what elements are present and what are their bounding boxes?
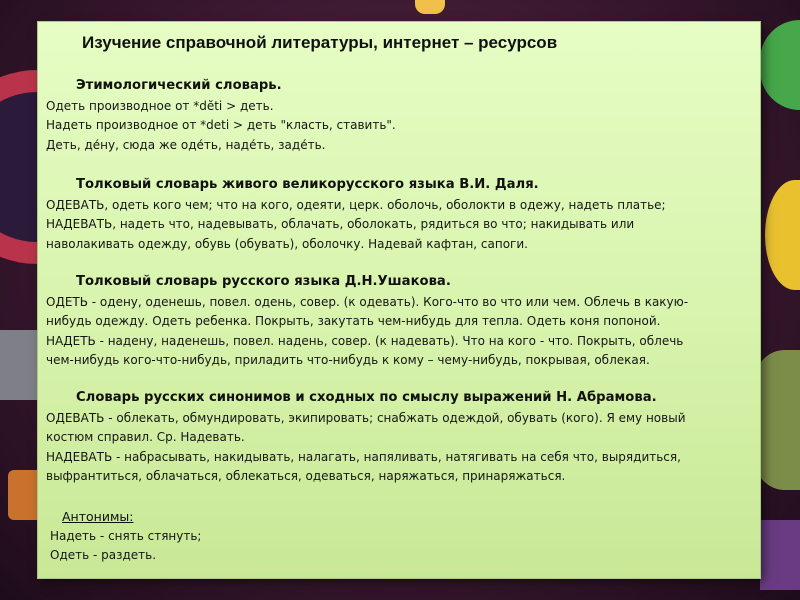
background-decoration-shape bbox=[760, 20, 800, 110]
section-antonyms bbox=[50, 507, 201, 566]
section-line: ОДЕВАТЬ, одеть кого чем; что на кого, одеяти, церк. оболочь, оболокти в одежу, надеть платье; bbox=[46, 198, 666, 212]
section-heading: Толковый словарь русского языка Д.Н.Ушакова. bbox=[76, 274, 451, 289]
antonyms-heading: Антонимы: bbox=[62, 509, 134, 524]
section-dal bbox=[46, 174, 666, 254]
section-line: чем-нибудь кого-что-нибудь, приладить что-нибудь к кому – чему-нибудь, покрывая, облекая. bbox=[46, 353, 650, 368]
section-line: выфрантиться, облачаться, облекаться, одеваться, наряжаться, принаряжаться. bbox=[46, 469, 566, 484]
section-line: Надеть производное от *deti > деть "класть, ставить". bbox=[46, 118, 396, 133]
section-line: НАДЕТЬ - надену, наденешь, повел. надень, совер. (к надевать). Что на кого - что. Покрыть, облечь bbox=[46, 333, 684, 348]
section-ushakov bbox=[46, 271, 688, 371]
section-line: Деть, де́ну, сюда же оде́ть, наде́ть, заде́ть. bbox=[46, 137, 326, 152]
section-line: наволакивать одежду, обувь (обувать), оболочку. Надевай кафтан, сапоги. bbox=[46, 236, 528, 251]
background-decoration-dot bbox=[415, 0, 445, 14]
background-decoration-shape bbox=[760, 520, 800, 590]
section-line: костюм справил. Ср. Надевать. bbox=[46, 430, 245, 445]
section-line: НАДЕВАТЬ, надеть что, надевывать, облачать, оболокать, рядиться во что; накидывать или bbox=[46, 217, 635, 232]
section-heading: Словарь русских синонимов и сходных по смыслу выражений Н. Абрамова. bbox=[76, 390, 657, 405]
section-line: нибудь одежду. Одеть ребенка. Покрыть, закутать чем-нибудь для тепла. Одеть коня попоной. bbox=[46, 314, 661, 329]
section-heading: Толковый словарь живого великорусского языка В.И. Даля. bbox=[76, 177, 539, 192]
section-line: НАДЕВАТЬ - набрасывать, накидывать, налагать, напяливать, натягивать на себя что, вырядиться, bbox=[46, 449, 681, 464]
slide-panel bbox=[38, 22, 760, 578]
section-line: Одеть производное от *dĕti > деть. bbox=[46, 99, 274, 113]
background-decoration-shape bbox=[765, 180, 800, 290]
background-decoration-figure bbox=[755, 350, 800, 490]
slide-title: Изучение справочной литературы, интернет – ресурсов bbox=[82, 33, 558, 52]
antonym-line: Надеть - снять стянуть; bbox=[50, 529, 202, 543]
section-line: ОДЕВАТЬ - облекать, обмундировать, экипировать; снабжать одеждой, обувать (кого). Я ему новый bbox=[46, 411, 686, 425]
section-line: ОДЕТЬ - одену, оденешь, повел. одень, совер. (к одевать). Кого-что во что или чем. Облечь в какую- bbox=[46, 295, 689, 309]
section-heading: Этимологический словарь. bbox=[76, 78, 282, 93]
antonym-line: Одеть - раздеть. bbox=[50, 548, 157, 563]
section-etymology bbox=[46, 75, 396, 155]
section-abramov bbox=[46, 387, 686, 487]
